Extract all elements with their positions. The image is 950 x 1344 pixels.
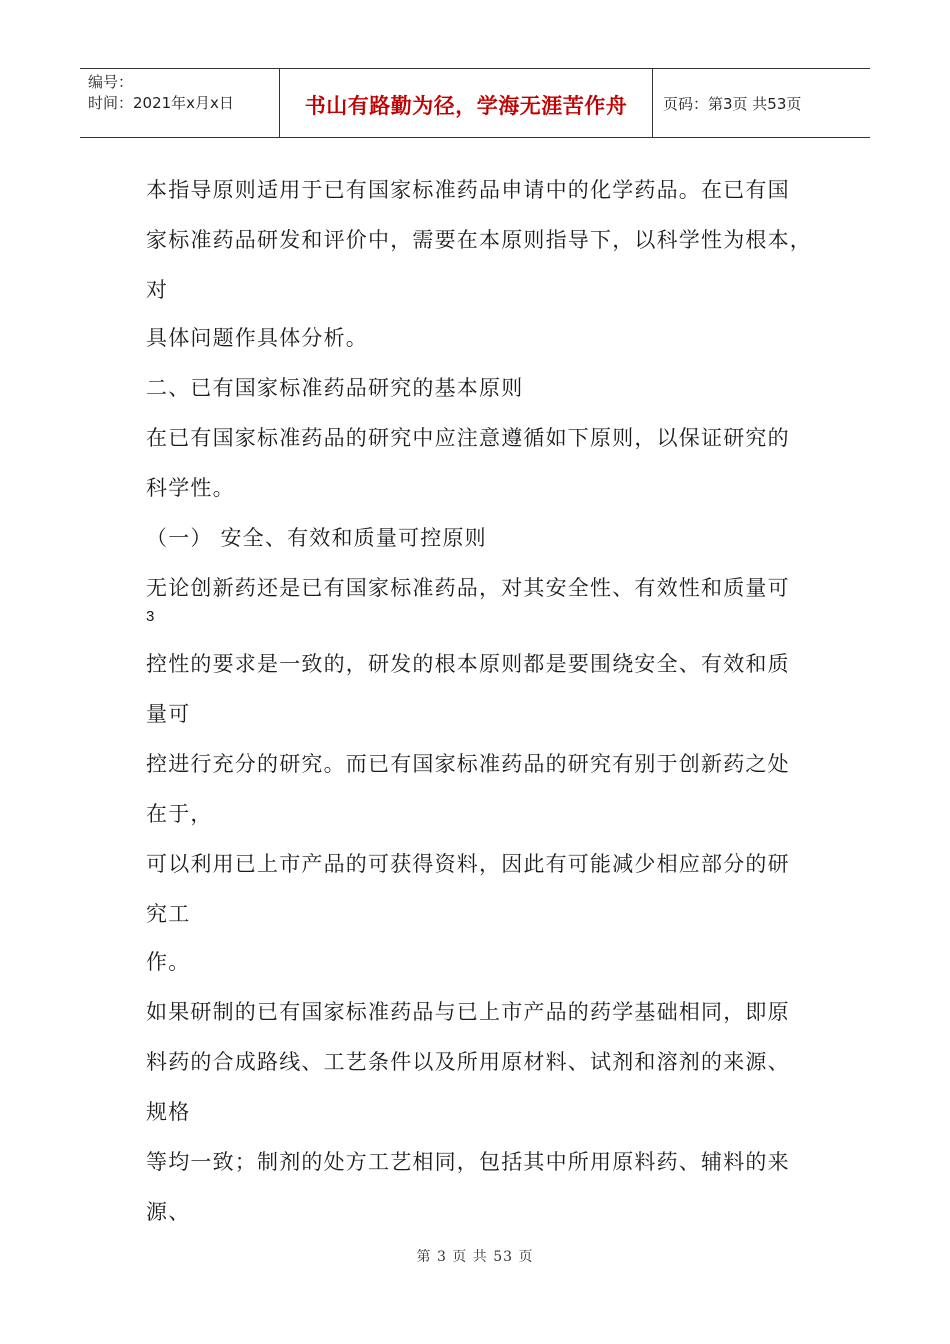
- body-line: 本指导原则适用于已有国家标准药品申请中的化学药品。在已有国: [146, 178, 790, 202]
- body-line: 量可: [146, 702, 191, 726]
- section-heading: 二、已有国家标准药品研究的基本原则: [146, 376, 524, 400]
- header-meta-cell: [80, 69, 280, 137]
- date-label: 时间：2021年x月x日: [88, 94, 234, 112]
- inline-page-marker: 3: [146, 608, 155, 625]
- header-motto: 书山有路勤为径，学海无涯苦作舟: [280, 69, 653, 137]
- page-footer: 第 3 页 共 53 页: [416, 1249, 534, 1265]
- document-header: [80, 68, 870, 138]
- body-line: 家标准药品研发和评价中，需要在本原则指导下，以科学性为根本，: [146, 228, 812, 252]
- body-line: 等均一致；制剂的处方工艺相同，包括其中所用原料药、辅料的来: [146, 1150, 790, 1174]
- subsection-heading: （一） 安全、有效和质量可控原则: [146, 526, 487, 550]
- body-line: 如果研制的已有国家标准药品与已上市产品的药学基础相同，即原: [146, 1000, 790, 1024]
- serial-number-label: 编号：: [88, 73, 134, 91]
- body-line: 可以利用已上市产品的可获得资料，因此有可能减少相应部分的研: [146, 852, 790, 876]
- body-line: 源、: [146, 1200, 191, 1224]
- body-line: 规格: [146, 1100, 191, 1124]
- body-line: 科学性。: [146, 476, 235, 500]
- body-line: 具体问题作具体分析。: [146, 326, 368, 350]
- body-line: 对: [146, 278, 169, 302]
- body-line: 料药的合成路线、工艺条件以及所用原材料、试剂和溶剂的来源、: [146, 1050, 790, 1074]
- body-line: 无论创新药还是已有国家标准药品，对其安全性、有效性和质量可: [146, 576, 790, 600]
- body-line: 在已有国家标准药品的研究中应注意遵循如下原则，以保证研究的: [146, 426, 790, 450]
- body-line: 控性的要求是一致的，研发的根本原则都是要围绕安全、有效和质: [146, 652, 790, 676]
- body-line: 作。: [146, 950, 191, 974]
- body-line: 在于，: [146, 802, 213, 826]
- header-page-info: 页码：第3页 共53页: [663, 94, 802, 113]
- body-line: 控进行充分的研究。而已有国家标准药品的研究有别于创新药之处: [146, 752, 790, 776]
- body-line: 究工: [146, 902, 191, 926]
